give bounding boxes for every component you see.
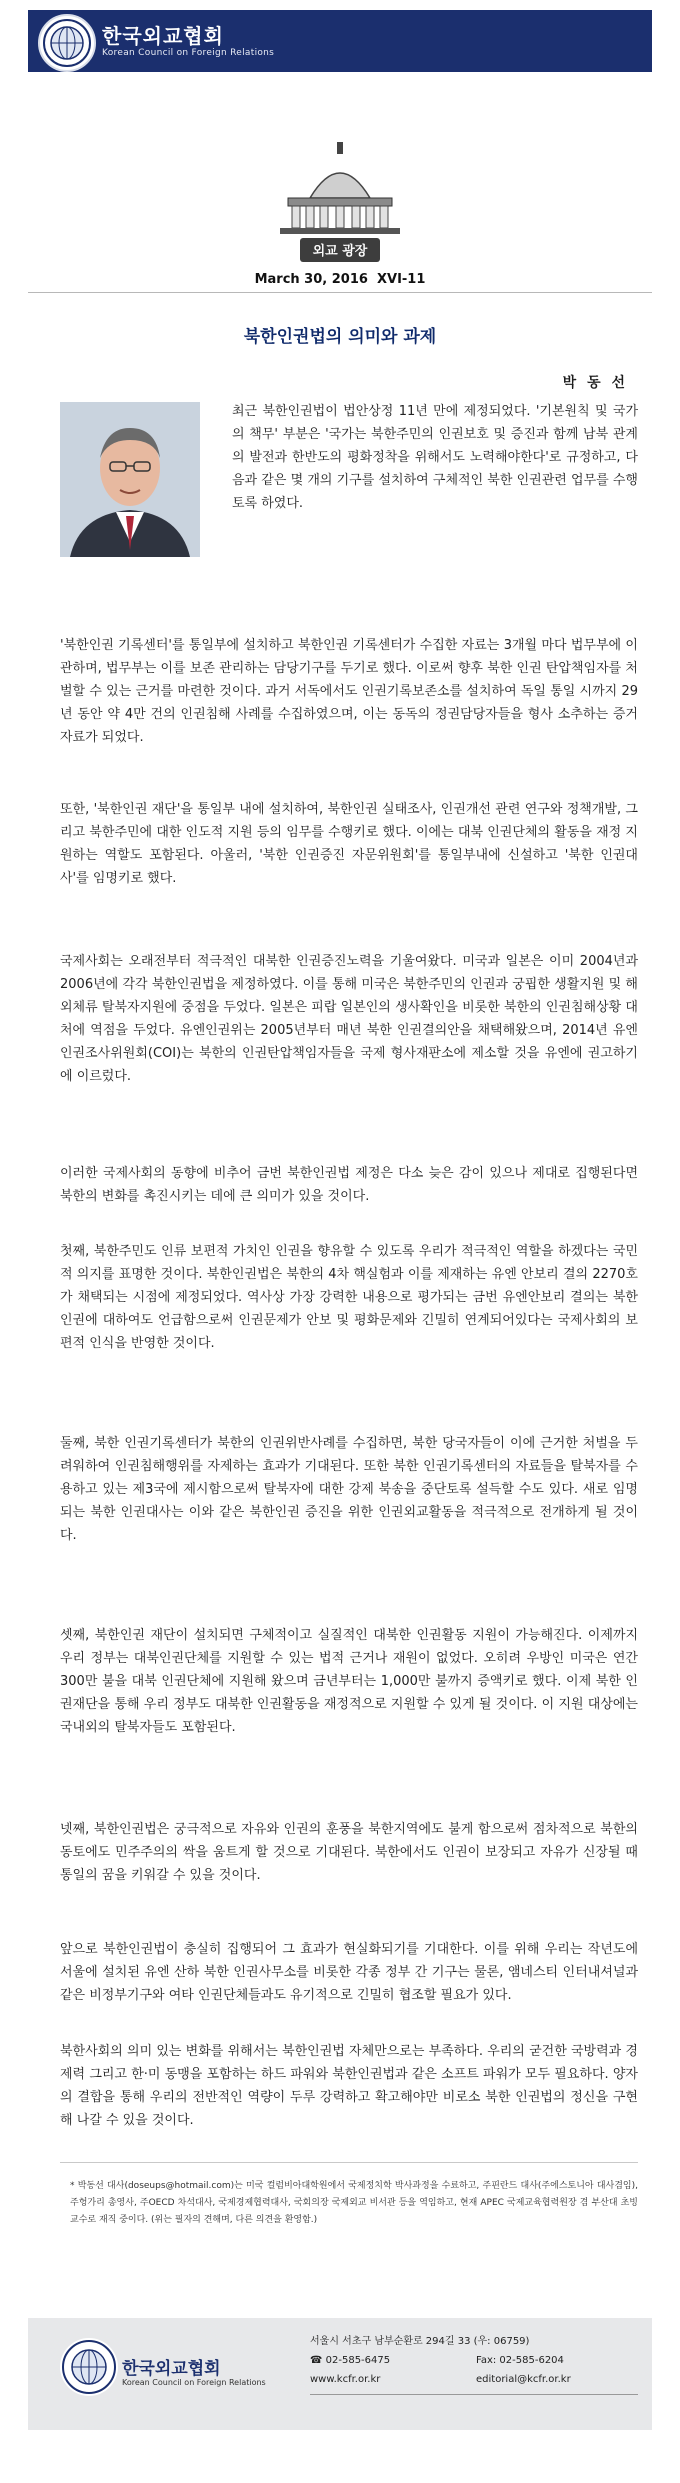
footer-email[interactable]: editorial@kcfr.or.kr [476,2374,571,2385]
org-name-ko: 한국외교협회 [102,24,224,48]
article-paragraph: 넷째, 북한인권법은 궁극적으로 자유와 인권의 훈풍을 북한지역에도 불게 함으로써 점차적으로 북한의 동토에도 민주주의의 싹을 움트게 할 것으로 기대된다. 북한에서도 인권이 보장되고 자유가 신장될 때 통일의 꿈을 키워갈 수 있을 것이다. [60,1822,638,1883]
issue-date-line [0,272,680,287]
article-intro: 최근 북한인권법이 법안상정 11년 만에 제정되었다. '기본원칙 및 국가의 책무' 부분은 '국가는 북한주민의 인권보호 및 증진과 함께 남북 관계의 발전과 한반도의 평화정착을 위해서도 노력해야한다'로 규정하고, 다음과 같은 몇 개의 기구를 설치하여 구체적인 북한 인권관련 업무를 수행토록 하였다. [232,404,638,511]
footer-contact [310,2332,640,2389]
article-paragraph: 국제사회는 오래전부터 적극적인 대북한 인권증진노력을 기울여왔다. 미국과 일본은 이미 2004년과 2006년에 각각 북한인권법을 제정하였다. 이를 통해 미국은 북한주민의 인권과 궁핍한 생활지원 및 해외체류 탈북자지원에 중점을 두었다. 일본은 피랍 일본인의 생사확인을 비롯한 북한의 인권침해상황 대처에 역점을 두었다. 유엔인권위는 2005년부터 매년 북한 인권결의안을 채택해왔으며, 2014년 유엔인권조사위원회(COI)는 북한의 인권탄압책임자들을 국제 형사재판소에 제소할 것을 유엔에 권고하기에 이르렀다. [60,954,638,1084]
note-divider [60,2162,638,2163]
issue-number: XVI-11 [376,272,426,287]
article-author: 박 동 선 [562,375,628,391]
footer-fax: Fax: 02-585-6204 [476,2355,564,2366]
article-paragraph: 북한사회의 의미 있는 변화를 위해서는 북한인권법 자체만으로는 부족하다. 우리의 굳건한 국방력과 경제력 그리고 한·미 동맹을 포함하는 하드 파워와 북한인권법과 같은 소프트 파워가 모두 필요하다. 양자의 결합을 통해 우리의 전반적인 역량이 두루 강력하고 확고해야만 비로소 북한 인권법의 정신을 구현해 나갈 수 있을 것이다. [60,2044,638,2128]
article-paragraph: 또한, '북한인권 재단'을 통일부 내에 설치하여, 북한인권 실태조사, 인권개선 관련 연구와 정책개발, 그리고 북한주민에 대한 인도적 지원 등의 임무를 수행키로 했다. 이에는 대북 인권단체의 활동을 재정 지원하는 역할도 포함된다. 아울러, '북한 인권증진 자문위원회'를 통일부내에 신설하고 '북한 인권대사'를 임명키로 했다. [60,802,638,886]
divider [28,292,652,293]
author-photo [60,402,200,557]
article-paragraph: 첫째, 북한주민도 인류 보편적 가치인 인권을 향유할 수 있도록 우리가 적극적인 역할을 하겠다는 국민적 의지를 표명한 것이다. 북한인권법은 북한의 4차 핵실험과 이를 제재하는 유엔 안보리 결의 2270호가 채택되는 시점에 제정되었다. 역사상 가장 강력한 내용으로 평가되는 금번 유엔안보리 결의는 북한 인권에 대하여도 언급함으로써 인권문제가 안보 및 평화문제와 긴밀히 연계되어있다는 국제사회의 보편적 인식을 반영한 것이다. [60,1244,638,1351]
issue-date: March 30, 2016 [254,272,368,287]
article-paragraph: 이러한 국제사회의 동향에 비추어 금번 북한인권법 제정은 다소 늦은 감이 있으나 제대로 집행된다면 북한의 변화를 촉진시키는 데에 큰 의미가 있을 것이다. [60,1166,638,1204]
author-note: * 박동선 대사(doseups@hotmail.com)는 미국 컬럼비아대학원에서 국제정치학 박사과정을 수료하고, 주핀란드 대사(주에스토니아 대사겸임), 주헝가리 총영사, 주OECD 차석대사, 국제경제협력대사, 국회의장 국제외교 비서관 등을 역임하고, 현재 APEC 국제교육협력원장 겸 부산대 초빙교수로 재직 중이다. (위는 필자의 견해며, 다른 의견을 환영함.) [70,2181,638,2225]
article-paragraph: '북한인권 기록센터'를 통일부에 설치하고 북한인권 기록센터가 수집한 자료는 3개월 마다 법무부에 이관하며, 법무부는 이를 보존 관리하는 담당기구를 두기로 했다. 이로써 향후 북한 인권 탄압책임자를 처벌할 수 있는 근거를 마련한 것이다. 과거 서독에서도 인권기록보존소를 설치하여 독일 통일 시까지 29년 동안 약 4만 건의 인권침해 사례를 수집하였으며, 이는 동독의 정권담당자들을 형사 소추하는 증거자료가 되었다. [60,638,638,745]
footer-org-name-en: Korean Council on Foreign Relations [122,2378,266,2387]
emblem-caption: 외교 광장 [312,244,368,259]
article-paragraph: 앞으로 북한인권법이 충실히 집행되어 그 효과가 현실화되기를 기대한다. 이를 위해 우리는 작년도에 서울에 설치된 유엔 산하 북한 인권사무소를 비롯한 각종 정부 간 기구는 물론, 앰네스티 인터내셔널과 같은 비정부기구와 여타 인권단체들과도 유기적으로 긴밀히 협조할 필요가 있다. [60,1942,638,2003]
org-seal-icon [38,14,96,72]
org-name-en: Korean Council on Foreign Relations [102,48,275,58]
footer-org-name-ko: 한국외교협회 [122,2359,221,2379]
footer-website[interactable]: www.kcfr.or.kr [310,2374,381,2385]
diplomacy-plaza-emblem [250,128,430,268]
footer-address: 서울시 서초구 남부순환로 294길 33 (우: 06759) [310,2336,530,2347]
article-title: 북한인권법의 의미와 과제 [243,327,437,347]
footer-seal-icon [60,2338,118,2396]
footer-phone: ☎ 02-585-6475 [310,2355,391,2366]
article-paragraph: 둘째, 북한 인권기록센터가 북한의 인권위반사례를 수집하면, 북한 당국자들이 이에 근거한 처벌을 두려워하여 인권침해행위를 자제하는 효과가 기대된다. 또한 북한 인권기록센터의 자료들을 탈북자를 수용하고 있는 제3국에 제시함으로써 탈북자에 대한 강제 북송을 중단토록 설득할 수도 있다. 새로 임명되는 북한 인권대사는 이와 같은 북한인권 증진을 위한 인권외교활동을 적극적으로 전개하게 될 것이다. [60,1436,638,1543]
footer-underline [310,2394,638,2395]
article-paragraph: 셋째, 북한인권 재단이 설치되면 구체적이고 실질적인 대북한 인권활동 지원이 가능해진다. 이제까지 우리 정부는 대북인권단체를 지원할 수 있는 법적 근거나 재원이 없었다. 오히려 우방인 미국은 연간 300만 불을 대북 인권단체에 지원해 왔으며 금년부터는 1,000만 불까지 증액키로 했다. 이제 북한 인권재단을 통해 우리 정부도 대북한 인권활동을 재정적으로 지원할 수 있게 될 것이다. 이 지원 대상에는 국내외의 탈북자들도 포함된다. [60,1628,638,1735]
